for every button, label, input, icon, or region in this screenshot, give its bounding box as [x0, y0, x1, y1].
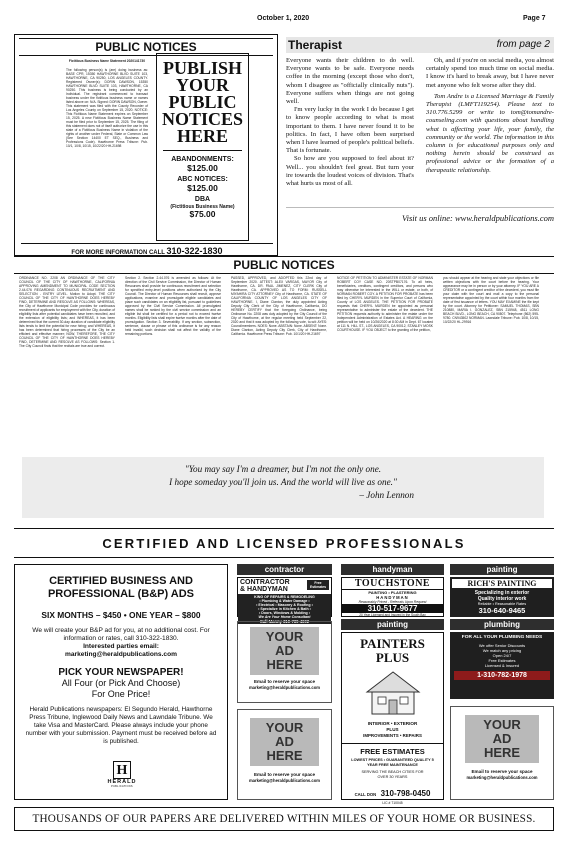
publish-prices: [163, 150, 242, 219]
your-ad-email-prompt: Email to reserve your space: [253, 679, 316, 684]
contractor-sub: KING OF REPAIRS & REMODELING: [254, 595, 315, 599]
therapist-from: from page 2: [496, 39, 550, 50]
quote-author: – John Lennon: [359, 490, 414, 500]
delivery-footer: THOUSANDS OF OUR PAPERS ARE DELIVERED WITHIN MILES OF YOUR HOME OR BUSINESS.: [14, 807, 554, 831]
quote-line: "You may say I'm a dreamer, but I'm not the only one.: [184, 464, 382, 474]
richs-painting-ad[interactable]: [450, 577, 554, 617]
therapist-col2: [426, 57, 554, 175]
notice-column: Section 2. Section 2.44.076 is amended as follows: At the direction of the Civil Service Commission, the Director of Human Resources shall provide for continuous recruitment and selection for specified entry-level positions when authorized by the City Council. The Director of Human Resources shall recruit, approve applications, examine and promulgate eligible candidates and place such candidates on an eligibility list, pursuant to guidelines approved by the Civil Service Commission. All promulgated names shall be ranked by the civil service commission and an eligible list shall be certified for a period not to exceed twelve months. Eligibility lists shall expire twelve months after the date of promulgation. Section 3. Severability. If any section, subsection, sentence, clause or phrase of this ordinance is for any reason held invalid, such decision shall not affect the validity of the remaining portions.: [125, 276, 221, 336]
plumbing-headline: FOR ALL YOUR PLUMBING NEEDS: [461, 635, 543, 640]
plumbing-line: Licensed & Insured: [484, 663, 520, 668]
painters-phone: 310-798-0450: [380, 789, 431, 798]
richs-phone: 310-640-9465: [478, 606, 526, 615]
pick-line1: All Four (or Pick And Choose): [61, 678, 181, 688]
notice-column: you should appear at the hearing and state your objections or file written objections with the court before the hearing. Your appearance may be in person or by your attorney. IF YOU ARE A CREDITOR or a contingent creditor of the decedent, you must file your claim with the court and mail a copy to the personal representative appointed by the court within four months from the date of first issuance of letters. YOU MAY EXAMINE the file kept by the court. Attorney for Petitioner: SAMUEL THOMAS, SBN 210880, MARIA I. GONZALEZ, SBN 215948, 4511 LONG BEACH BLVD., LONG BEACH, CA 90807. Telephone (562) 595-9780. CN943502 NORMAN. Lawndale Tribune: Pub. 10/8, 10/15, 10/22/20 HL-29916: [443, 276, 539, 324]
pick-title: PICK YOUR NEWSPAPER!: [58, 667, 184, 678]
your-ad-line: HERE: [266, 657, 303, 672]
contractor-service: • Plumbing & Water Damage •: [259, 599, 310, 603]
directory-title: CERTIFIED AND LICENSED PROFESSIONALS: [14, 528, 554, 558]
publish-line: NOTICES: [161, 109, 244, 129]
category-plumbing: plumbing: [450, 619, 554, 630]
herald-logo: [106, 761, 138, 797]
category-painting: painting: [450, 564, 554, 575]
house-icon: [363, 668, 423, 716]
richs-name: RICH'S PAINTING: [452, 579, 552, 588]
your-ad-line: AD: [492, 731, 512, 746]
therapist-paragraph: I'm very lucky in the work I do because I get to know people according to what is most important to them. I have never found it to be politics. In fact, I have often been surprised when I have learned of people's political beliefs. That is fortunate.: [286, 106, 414, 155]
plumbing-line: We match any pricing: [482, 648, 522, 653]
fbn-text: The following person(s) is (are) doing business as: BASE CPR, 15350 HAWTHORNE BLVD SUITE 103, HAWTHORNE, CA 90250, LOS ANGELES COUNTY. Registered Owner(s): DORIN DAWSON, 15350 HAWTHORNE BLVD SUITE 103, HAWTHORNE, CA 90250. This business is being conducted by an Individual. The registrant commenced to transact business under the fictitious business name or names listed above on: N/A. Signed: DORIN DAWSON, Owner. This statement was filed with the County Recorder of Los Angeles County on September 15, 2020. NOTICE: This Fictitious Name Statement expires on September 15, 2025. A new Fictitious Business Name Statement must be filed prior to September 15, 2025. The filing of this statement does not of itself authorize the use in this state of a Fictitious Business Name in violation of the rights of another under Federal, State or Common Law (See Section 14400 ET SEQ., Business and Professions Code). Hawthorne Press Tribune: Pub. 10/1, 10/8, 10/15, 10/22/20 HH-21698: [66, 68, 148, 148]
fbn-heading: Fictitious Business Name Statement 2020141730: [68, 59, 146, 63]
contractor-name2: & HANDYMAN: [240, 586, 288, 593]
plumbing-line: We offer Senior Discounts: [478, 643, 526, 648]
your-ad-text: [250, 718, 319, 766]
your-ad-email-prompt: Email to reserve your space: [471, 769, 533, 774]
touchstone-trade: HANDYMAN: [376, 595, 409, 600]
painters-guarantee: LOWEST PRICES • GUARANTEED QUALITY 5 YEAR FREE MAINTENANCE: [351, 758, 434, 767]
publish-notices-ad[interactable]: [156, 53, 249, 241]
quote-box: [22, 457, 544, 518]
abandonments-label: ABANDONMENTS:: [171, 156, 234, 163]
contractor-phone-label: Call Manny: [259, 619, 282, 624]
footer-info-text: FOR MORE INFORMATION CALL: [71, 250, 165, 256]
plumbing-phone: 1-310-782-1978: [454, 671, 550, 680]
bp-title: CERTIFIED BUSINESS AND PROFESSIONAL (B&P) ADS: [47, 575, 195, 600]
contractor-services: [238, 594, 331, 624]
contractor-service: • Electrical • Masonry & Roofing •: [256, 603, 313, 607]
bp-promo: [14, 564, 228, 800]
your-ad-placeholder[interactable]: [450, 706, 554, 800]
touchstone-services: PAINTING • PLASTERING: [368, 590, 417, 595]
public-notices-top: [14, 34, 278, 256]
herald-logo-mark: H: [113, 761, 131, 779]
bp-pricing: SIX MONTHS – $450 • ONE YEAR – $800: [41, 610, 201, 620]
abc-label: ABC NOTICES:: [177, 176, 228, 183]
your-ad-line: HERE: [483, 745, 521, 760]
notice-column: PASSED, APPROVED, and ADOPTED this 22nd day of September 2020. ATTEST: ALEX VARGAS, MAYOR City of Hawthorne, CA. DR. PAUL JIMENEZ, CITY CLERK City of Hawthorne, CA. APPROVED AS TO FORM: RUSSELL MIYAHIRA CITY ATTORNEY City of Hawthorne, CA. STATE OF CALIFORNIA COUNTY OF LOS ANGELES CITY OF HAWTHORNE. I, Diane Clanton, the duly appointed Acting Deputy City Clerk of the City of Hawthorne, California, DO HEREBY CERTIFY that the foregoing Ordinance, being Ordinance No. 2208 was duly adopted by the City Council of the City of Hawthorne, at the regular meeting held September 22, 2020 and that it was adopted by the following vote, to-wit: AYES: Councilmembers. NOES: None. ABSTAIN: None. ABSENT: None. Diane Clanton, Acting Deputy City Clerk, City of Hawthorne, California. Hawthorne Press Tribune: Pub. 10/1/20 HH-21697: [231, 276, 327, 336]
your-ad-line: YOUR: [265, 629, 304, 644]
painters-plus-ad[interactable]: [341, 632, 444, 805]
bp-papers: Herald Publications newspapers: El Segundo Herald, Hawthorne Press Tribune, Inglewood Daily News and Lawndale Tribune. We take Visa and MasterCard. Please always include your phone number with your submission. Payment must be received before ad is published.: [25, 706, 217, 745]
richs-line3: Reliable • Reasonable Rates: [477, 602, 527, 606]
herald-logo-word: HERALD: [107, 779, 137, 785]
footer-info-phone: 310-322-1830: [166, 246, 223, 256]
category-handyman: handyman: [341, 564, 444, 575]
your-ad-placeholder[interactable]: [237, 621, 332, 703]
abc-price: $125.00: [187, 183, 218, 193]
painters-estimates: FREE ESTIMATES: [342, 743, 443, 756]
touchstone-ad[interactable]: [341, 577, 444, 617]
abandonments-price: $125.00: [187, 163, 218, 173]
therapist-paragraph: Everyone wants their children to do well. Everyone wants to be safe. Everyone needs coffee in the morning (except those who don't, whom I disagree as "officially clinically nuts"). Everyone suffers when things are not going well.: [286, 57, 414, 106]
your-ad-line: AD: [275, 643, 294, 658]
contractor-tagline: We Are Your Home Consultant: [258, 615, 311, 619]
your-ad-text: [250, 627, 319, 675]
category-painting-2: painting: [341, 619, 444, 630]
richs-line1: Specializing in exterior: [474, 590, 530, 596]
painters-services: INTERIOR • EXTERIOR: [367, 721, 418, 726]
bp-email[interactable]: marketing@heraldpublications.com: [65, 651, 177, 658]
plumbing-ad[interactable]: [450, 632, 554, 699]
plumbing-lines: [450, 643, 554, 668]
your-ad-line: HERE: [266, 748, 303, 763]
herald-logo-word2: PUBLICATIONS: [111, 785, 133, 788]
contractor-ad[interactable]: [237, 577, 332, 624]
quote-line: I hope someday you'll join us. And the world will live as one.": [169, 477, 397, 487]
richs-line2: Quality interior work: [477, 596, 527, 602]
page-number: Page 7: [523, 15, 546, 22]
painters-plus: PLUS: [386, 727, 399, 732]
touchstone-phone: 310-517-9677: [342, 604, 443, 613]
painters-serving: SERVING THE BEACH CITIES FOR OVER 30 YEARS: [361, 770, 424, 779]
therapist-header: [286, 37, 554, 53]
pick-line2: For One Price!: [91, 689, 151, 699]
dba-price: $75.00: [189, 209, 216, 219]
visit-website[interactable]: Visit us online: www.heraldpublications.com: [286, 207, 554, 223]
publish-headline: [157, 60, 248, 145]
your-ad-email: marketing@heraldpublications.com: [466, 775, 538, 780]
painters-improve: IMPROVEMENTS • REPAIRS: [363, 733, 422, 738]
painters-call-label: CALL DON: [354, 792, 377, 797]
touchstone-name: TOUCHSTONE: [342, 578, 443, 590]
painters-plus-name: PAINTERS PLUS: [360, 636, 425, 665]
painters-lic: LIC # 710045: [382, 801, 403, 805]
notices-info-footer: [21, 243, 273, 256]
contractor-phone: 310-739-4692: [283, 619, 310, 624]
your-ad-email-prompt: Email to reserve your space: [253, 772, 316, 777]
public-notices-top-title: PUBLIC NOTICES: [19, 38, 273, 56]
free-estimates-badge: Free Estimates: [307, 580, 329, 590]
your-ad-line: YOUR: [483, 717, 521, 732]
your-ad-text: [465, 715, 539, 763]
your-ad-line: YOUR: [265, 720, 304, 735]
therapist-paragraph: Oh, and if you're on social media, you almost certainly spend too much time on social media. I know it's hard to break away, but I have never met anyone who felt worse after they did.: [426, 57, 554, 89]
publish-line: YOUR: [176, 75, 229, 95]
therapist-bio: Tom Andre is a Licensed Marriage & Family Therapist (LMFT119254). Please text to 310.776.5299 or write to tom@tomandre-counseling.com with questions about handling what is affecting your life, your family, the community or the world. The information in this column is for educational purposes only and nothing herein should be construed as professional advice or the formation of a therapeutic relationship.: [426, 92, 554, 174]
therapist-paragraph: So how are you supposed to feel about it? Well... you shouldn't feel great. But turn your ire towards the loudest voices of division. That's what hurts us most of all.: [286, 155, 414, 188]
plumbing-line: Free Estimates: [488, 658, 516, 663]
publish-line: PUBLISH: [162, 58, 243, 78]
bp-interested: Interested parties email:: [83, 643, 159, 650]
your-ad-email: marketing@heraldpublications.com: [248, 685, 321, 690]
your-ad-placeholder[interactable]: [237, 709, 332, 800]
therapist-title: Therapist: [288, 38, 343, 52]
notice-column: NOTICE OF PETITION TO ADMINISTER ESTATE OF NORMAN ROBERT COY CASE NO. 20STPB07176. To all heirs, beneficiaries, creditors, contingent creditors, and persons who may otherwise be interested in the WILL or estate, or both, of NORMAN ROBERT COY. A PETITION FOR PROBATE has been filed by CHERYL MURDEN in the Superior Court of California, County of LOS ANGELES. THE PETITION FOR PROBATE requests that CHERYL MURDEN be appointed as personal representative to administer the estate of the decedent. THE PETITION requests authority to administer the estate under the Independent Administration of Estates Act. A HEARING on the petition will be held on 10/26/2020 at 8:30 AM in Dept. 67 located at 111 N. HILL ST., LOS ANGELES, CA 90012, STANLEY MOSK COURTHOUSE. IF YOU OBJECT to the granting of the petition,: [337, 276, 433, 332]
touchstone-note: Reasonably Priced - Referrals Upon Request: [358, 600, 427, 604]
your-ad-email: marketing@heraldpublications.com: [248, 778, 321, 783]
contractor-name1: CONTRACTOR: [240, 579, 290, 586]
therapist-col1: [286, 57, 414, 188]
your-ad-line: AD: [275, 734, 294, 749]
issue-date: October 1, 2020: [257, 15, 310, 22]
contractor-service: • Specialize in Kitchen & Bath •: [258, 607, 311, 611]
category-contractor: contractor: [237, 564, 332, 575]
notice-column: ORDINANCE NO. 2208 AN ORDINANCE OF THE CITY COUNCIL OF THE CITY OF HAWTHORNE, CALIFORNIA APPROVING AMENDMENT TO MUNICIPAL CODE SECTION 2.44.076 REGARDING CONTINUOUS RECRUITMENT AND SELECTION - ENTRY LEVEL. Motion to Adopt. THE CITY COUNCIL OF THE CITY OF HAWTHORNE DOES HEREBY FIND, DETERMINE AND RESOLVE AS FOLLOWS: WHEREAS, the City of Hawthorne Municipal Code provides for continuous recruitment of applicants for employment with the City, duration of eligibility lists after potential candidates have been recruited, and the extension of eligibility lists; and WHEREAS, it has been determined that the current 30-day duration of candidate eligibility lists tends to limit the potential for new hiring; and WHEREAS, it has been determined that hiring processes of the City be an efficient and effective manner; NOW, THEREFORE, THE CITY COUNCIL OF THE CITY OF HAWTHORNE DOES HEREBY FIND, DETERMINE AND RESOLVE AS FOLLOWS: Section 1. The City Council finds that the recitals are true and correct.: [19, 276, 115, 348]
touchstone-footer: 20 Year Licensed and Insured in the South Bay: [359, 613, 426, 617]
public-notices-mid: [14, 256, 554, 452]
dba-label: DBA: [194, 196, 211, 203]
publish-line: PUBLIC: [168, 92, 237, 112]
publish-line: HERE: [176, 126, 228, 146]
contractor-service: • Doors, Windows & Molding •: [259, 611, 310, 615]
bp-create: We will create your B&P ad for you, at no additional cost. For information or rates, call 310-322-1830.: [32, 627, 210, 642]
dba-sub: (Fictitious Business Name): [170, 204, 235, 210]
public-notices-mid-title: PUBLIC NOTICES: [14, 256, 554, 274]
therapist-column: [286, 37, 554, 251]
plumbing-line: Open 24/7: [492, 653, 512, 658]
